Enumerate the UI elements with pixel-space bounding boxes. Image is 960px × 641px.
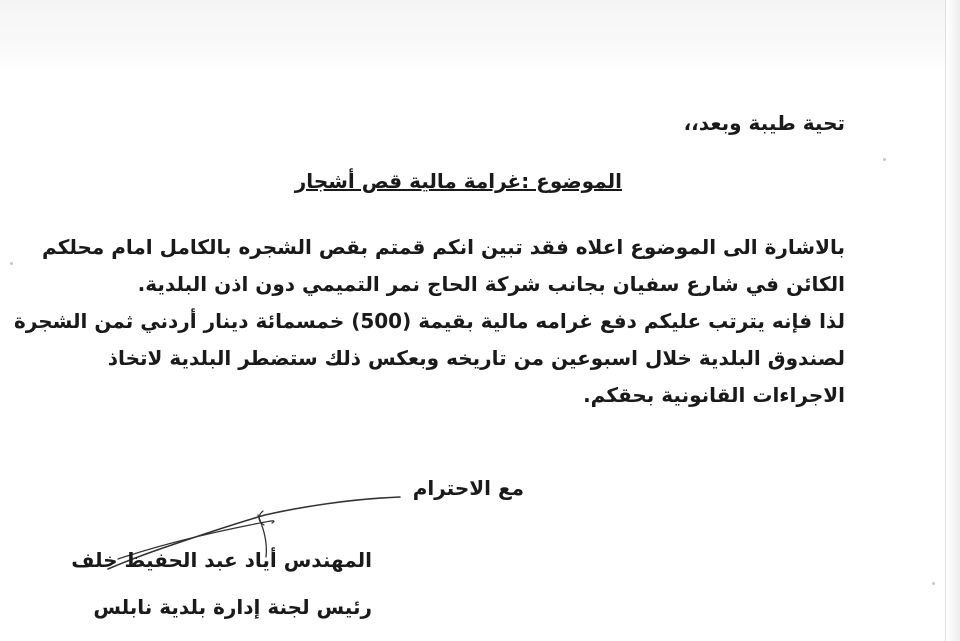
letter-body xyxy=(14,229,845,414)
scan-speck xyxy=(10,262,13,265)
body-line: لصندوق البلدية خلال اسبوعين من تاريخه وبعكس ذلك ستضطر البلدية لاتخاذ xyxy=(107,346,845,370)
body-line: الاجراءات القانونية بحقكم. xyxy=(583,383,845,407)
subject-line: الموضوع :غرامة مالية قص أشجار xyxy=(294,169,622,193)
signatory-title: رئيس لجنة إدارة بلدية نابلس xyxy=(93,595,372,619)
scan-top-edge xyxy=(0,0,960,72)
signatory-name: المهندس أياد عبد الحفيظ خلف xyxy=(71,548,372,572)
body-line: لذا فإنه يترتب عليكم دفع غرامه مالية بقيمة (500) خمسمائة دينار أردني ثمن الشجرة xyxy=(14,309,845,333)
scan-speck xyxy=(883,158,886,161)
body-line: بالاشارة الى الموضوع اعلاه فقد تبين انكم قمتم بقص الشجره بالكامل امام محلكم xyxy=(42,235,845,259)
closing: مع الاحترام xyxy=(412,476,524,500)
scan-right-edge xyxy=(945,0,960,641)
greeting: تحية طيبة وبعد،، xyxy=(683,111,845,135)
scan-speck xyxy=(932,582,935,585)
body-line: الكائن في شارع سفيان بجانب شركة الحاج نمر التميمي دون اذن البلدية. xyxy=(137,272,845,296)
